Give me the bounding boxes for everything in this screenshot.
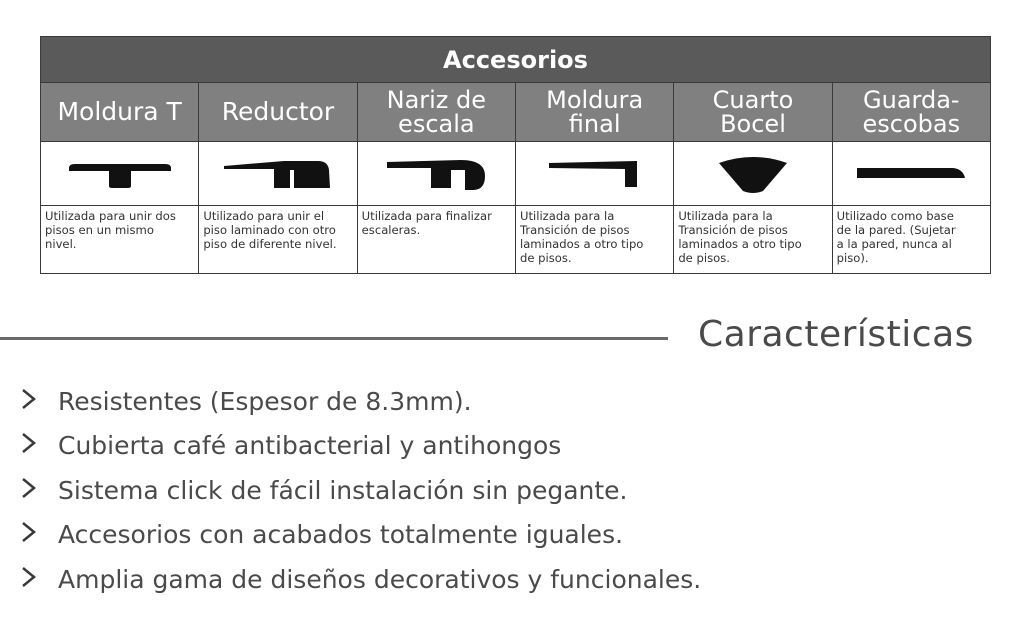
table-title: Accesorios	[40, 36, 991, 82]
description-row	[41, 206, 991, 274]
cell-t-molding	[41, 142, 199, 206]
chevron-right-icon	[20, 388, 38, 410]
desc-reductor: Utilizado para unir el piso laminado con otro piso de diferente nivel.	[199, 206, 357, 274]
accessories-table	[40, 36, 991, 274]
t-molding-profile-icon	[65, 158, 175, 190]
feature-item: Sistema click de fácil instalación sin pegante.	[20, 469, 701, 511]
desc-cuarto-bocel: Utilizada para la Transición de pisos laminados a otro tipo de pisos.	[674, 206, 832, 274]
cell-baseboard	[832, 142, 990, 206]
feature-item: Amplia gama de diseños decorativos y funcionales.	[20, 558, 701, 600]
cell-end-molding	[515, 142, 673, 206]
quarter-round-profile-icon	[713, 153, 793, 195]
cell-reducer	[199, 142, 357, 206]
stair-nose-profile-icon	[381, 154, 491, 194]
header-moldura-final: Moldura final	[515, 83, 673, 142]
desc-moldura-final: Utilizada para la Transición de pisos laminados a otro tipo de pisos.	[515, 206, 673, 274]
end-molding-profile-icon	[545, 157, 645, 191]
feature-item: Accesorios con acabados totalmente iguales.	[20, 514, 701, 556]
desc-nariz-de-escala: Utilizada para finalizar escaleras.	[357, 206, 515, 274]
features-title: Características	[698, 314, 974, 355]
header-cuarto-bocel: Cuarto Bocel	[674, 83, 832, 142]
desc-moldura-t: Utilizada para unir dos pisos en un mismo nivel.	[41, 206, 199, 274]
cell-stair-nose	[357, 142, 515, 206]
chevron-right-icon	[20, 521, 38, 543]
baseboard-profile-icon	[853, 164, 969, 184]
reducer-profile-icon	[218, 156, 338, 192]
chevron-right-icon	[20, 566, 38, 588]
feature-item: Cubierta café antibacterial y antihongos	[20, 425, 701, 467]
features-list	[20, 380, 701, 603]
chevron-right-icon	[20, 477, 38, 499]
desc-guarda-escobas: Utilizado como base de la pared. (Sujetar a la pared, nunca al piso).	[832, 206, 990, 274]
header-row	[41, 83, 991, 142]
header-reductor: Reductor	[199, 83, 357, 142]
header-nariz-de-escala: Nariz de escala	[357, 83, 515, 142]
header-moldura-t: Moldura T	[41, 83, 199, 142]
feature-item: Resistentes (Espesor de 8.3mm).	[20, 380, 701, 422]
section-divider	[0, 337, 668, 340]
cell-quarter-round	[674, 142, 832, 206]
header-guarda-escobas: Guarda- escobas	[832, 83, 990, 142]
icon-row	[41, 142, 991, 206]
chevron-right-icon	[20, 432, 38, 454]
